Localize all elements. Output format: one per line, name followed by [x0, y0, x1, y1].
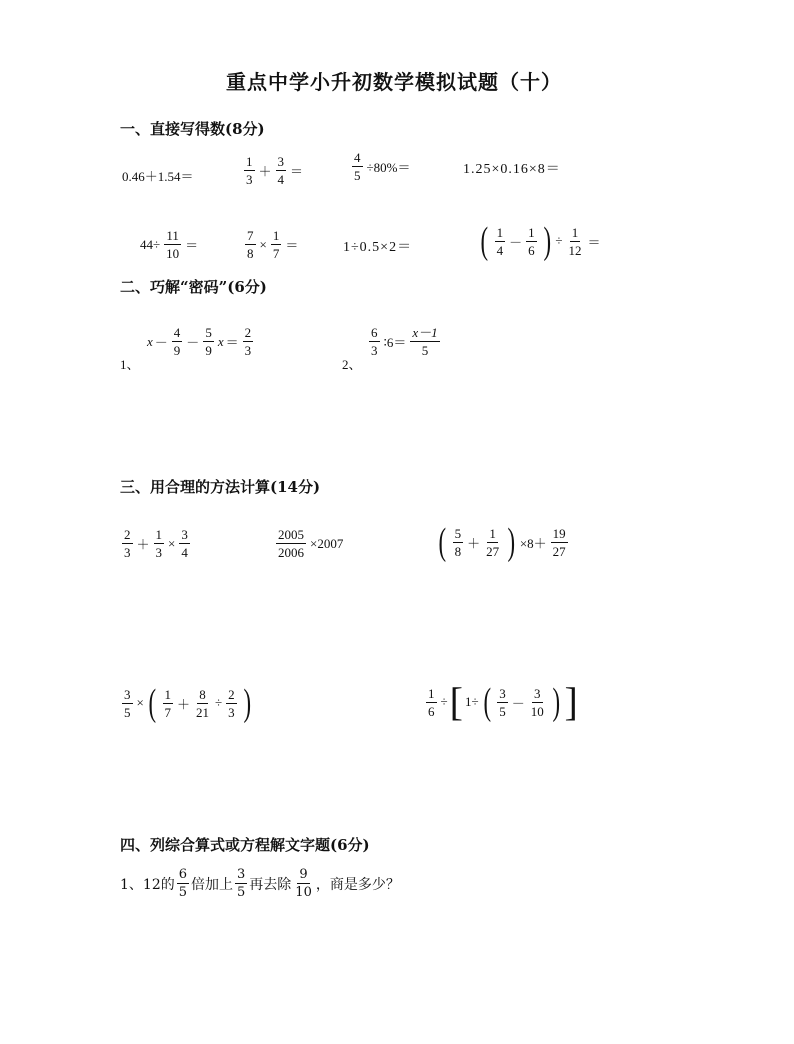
problem-1e: 44÷ $\frac{11}{10}$ ＝	[140, 228, 199, 261]
problem-2b-index: 2、	[342, 357, 362, 372]
expr-text: 0.46＋1.54＝	[122, 169, 194, 184]
problem-3d: $\frac{3}{5}$ × ( $\frac{1}{7}$ ＋ $\frac{8}{21}$ ÷ $\frac{2}{3}$ )	[124, 682, 251, 724]
fraction: $\frac{3}{10}$	[530, 685, 544, 719]
problem-1d: 1.25×0.16×8＝	[463, 162, 561, 177]
fraction: $\frac{2}{3}$	[124, 527, 131, 560]
fraction: $\frac{1}{3}$	[155, 527, 163, 560]
fraction: $\frac{3}{5}$	[124, 686, 131, 720]
section-4-heading: 四、列综合算式或方程解文字题(6分)	[120, 836, 370, 854]
fraction: $\frac{2005}{2006}$	[278, 527, 304, 560]
fraction: $\frac{2}{3}$	[228, 686, 235, 720]
problem-1h: ( $\frac{1}{4}$ － $\frac{1}{6}$ ) ÷ $\frac{1}{12}$ ＝	[480, 220, 601, 262]
fraction: $\frac{1}{4}$	[496, 224, 504, 258]
fraction: $\frac{11}{10}$	[166, 228, 180, 261]
problem-2a: x － $\frac{4}{9}$ － $\frac{5}{9}$ x ＝ $\frac{2}{3}$	[147, 325, 252, 358]
fraction: $\frac{1}{7}$	[164, 686, 171, 720]
section-2-heading: 二、巧解“密码”(6分)	[120, 278, 267, 296]
fraction: $\frac{2}{3}$	[244, 325, 252, 358]
problem-1f: $\frac{7}{8}$ × $\frac{1}{7}$ ＝	[247, 228, 299, 261]
section-1-heading: 一、直接写得数(8分)	[120, 120, 265, 138]
problem-3c: ( $\frac{5}{8}$ ＋ $\frac{1}{27}$ ) ×8＋ $\frac{19}{27}$	[438, 521, 566, 563]
problem-1c: $\frac{4}{5}$ ÷80%＝	[354, 150, 411, 183]
section-3-heading: 三、用合理的方法计算(14分)	[120, 478, 321, 496]
fraction: $\frac{3}{4}$	[277, 154, 285, 187]
fraction: $\frac{x-1}{5}$	[412, 325, 438, 358]
fraction: $\frac{5}{8}$	[454, 525, 462, 559]
fraction: $\frac{1}{12}$	[568, 224, 582, 258]
problem-2b: $\frac{6}{3}$ ∶6＝ $\frac{x-1}{5}$	[371, 325, 438, 358]
problem-3a: $\frac{2}{3}$ ＋ $\frac{1}{3}$ × $\frac{3}{4}$	[124, 527, 188, 560]
problem-3e: $\frac{1}{6}$ ÷ [ 1÷ ( $\frac{3}{5}$ － $\frac{3}{10}$ ) ]	[428, 679, 578, 724]
fraction: $\frac{7}{8}$	[247, 228, 254, 261]
problem-1b: $\frac{1}{3}$ ＋ $\frac{3}{4}$ ＝	[246, 154, 304, 187]
fraction: $\frac{3}{4}$	[181, 527, 188, 560]
page-title: 重点中学小升初数学模拟试题（十）	[226, 70, 562, 94]
fraction: $\frac{1}{6}$	[528, 224, 535, 258]
problem-4-1: 1、12的 $\frac{6}{5}$ 倍加上 $\frac{3}{5}$ 再去除 $\frac{9}{10}$ ，商是多少？	[120, 867, 400, 900]
fraction: $\frac{6}{5}$	[178, 867, 188, 900]
fraction: $\frac{19}{27}$	[552, 525, 566, 559]
problem-1a	[122, 166, 194, 185]
problem-2a-index: 1、	[120, 357, 140, 372]
fraction: $\frac{5}{9}$	[205, 325, 212, 358]
problem-1g: 1÷0.5×2＝	[343, 240, 413, 255]
fraction: $\frac{4}{9}$	[173, 325, 181, 358]
fraction: $\frac{8}{21}$	[196, 686, 210, 720]
fraction: $\frac{6}{3}$	[371, 325, 378, 358]
fraction: $\frac{1}{6}$	[428, 685, 435, 719]
fraction: $\frac{9}{10}$	[295, 867, 312, 900]
fraction: $\frac{3}{5}$	[237, 867, 246, 900]
fraction: $\frac{3}{5}$	[499, 685, 506, 719]
fraction: $\frac{1}{7}$	[272, 228, 280, 261]
fraction: $\frac{1}{3}$	[246, 154, 253, 187]
fraction: $\frac{1}{27}$	[486, 525, 500, 559]
fraction: $\frac{4}{5}$	[354, 150, 361, 183]
problem-3b: $\frac{2005}{2006}$ ×2007	[278, 527, 344, 560]
